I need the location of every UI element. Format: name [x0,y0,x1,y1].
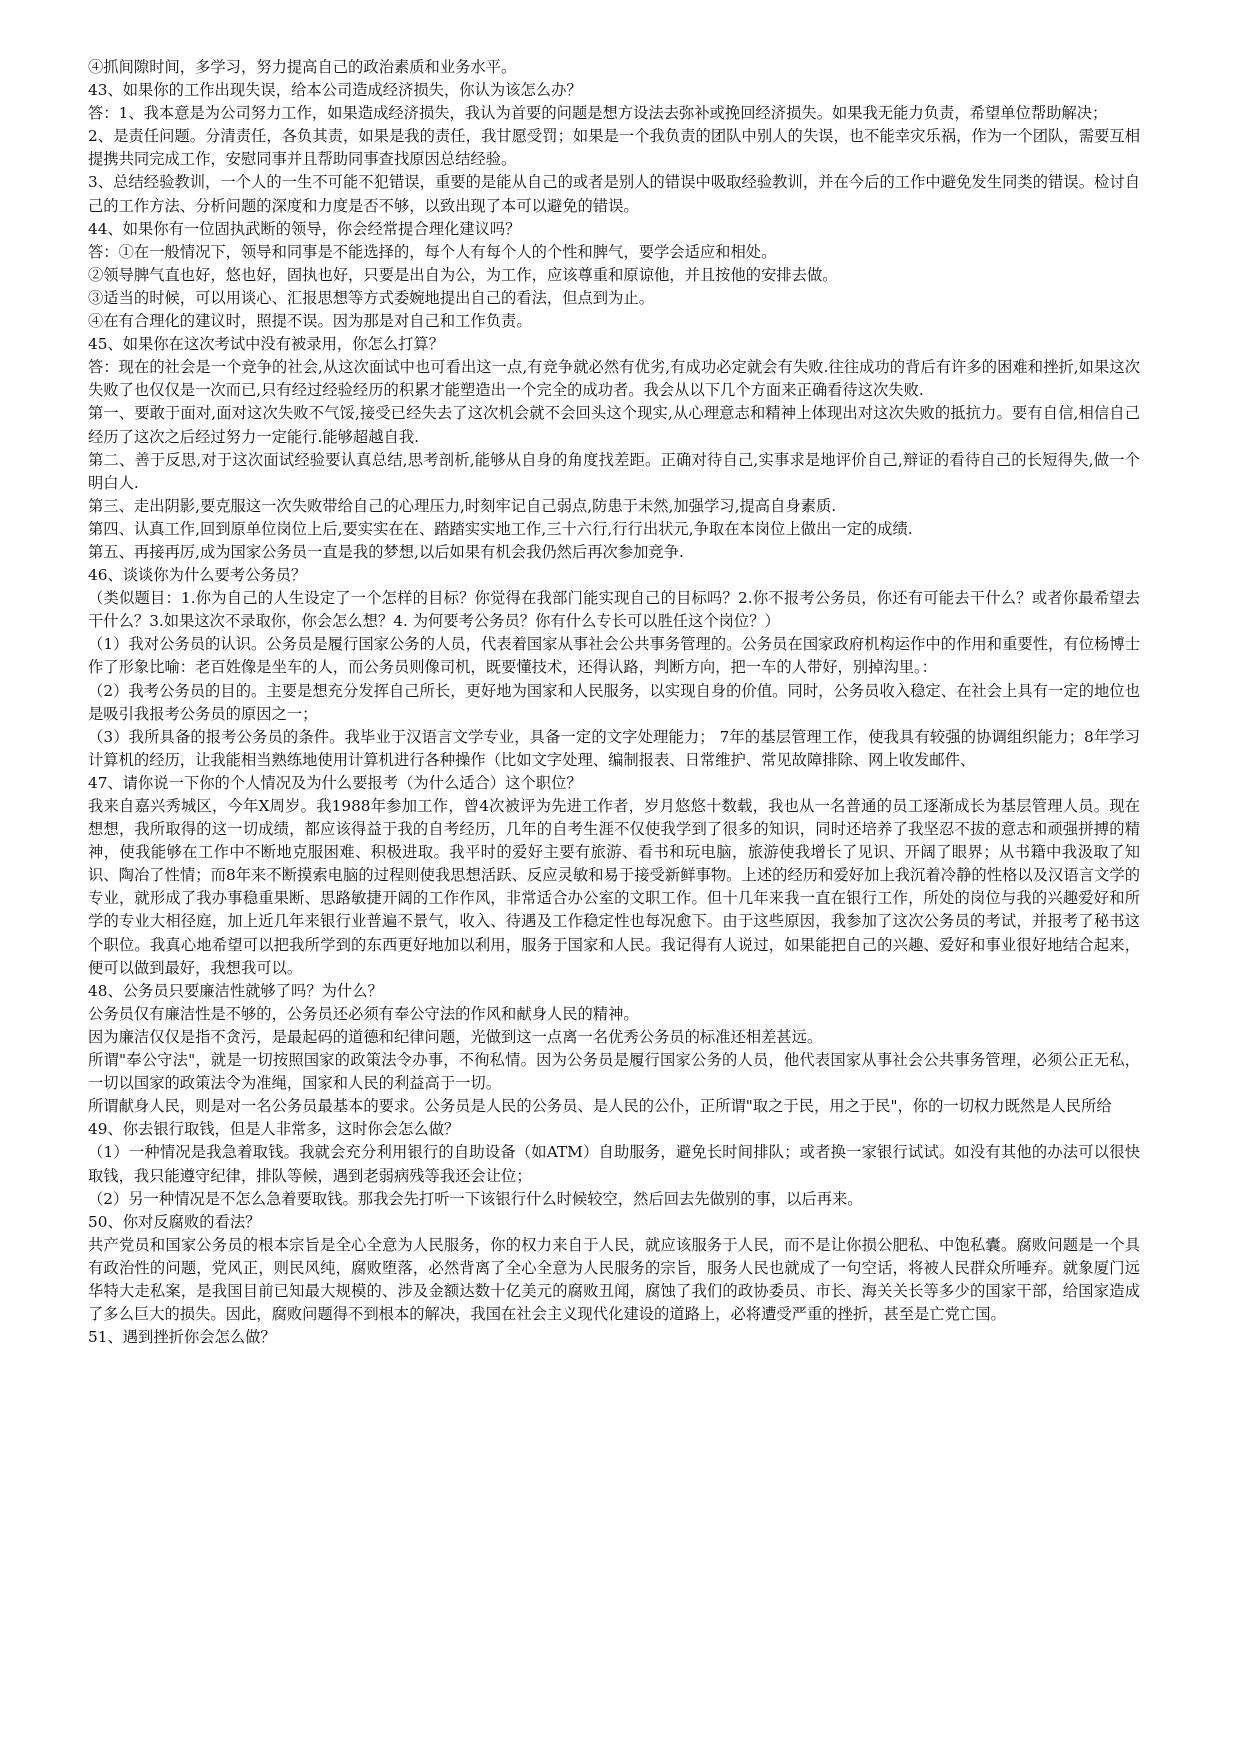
question-heading: 43、如果你的工作出现失误，给本公司造成经济损失，你认为该怎么办？ [88,81,582,100]
paragraph: 共产党员和国家公务员的根本宗旨是全心全意为人民服务，你的权力来自于人民，就应该服务于人民，而不是让你损公肥私、中饱私囊。腐败问题是一个具有政治性的问题，党风正，则民风纯，腐败堕落，必然背离了全心全意为人民服务的宗旨，服务人民也就成了一句空话，将被人民群众所唾弃。就象厦门远华特大走私案，是我国目前已知最大规模的、涉及金额达数十亿美元的腐败丑闻，腐蚀了我们的政协委员、市长、海关关长等多少的国家干部，给国家造成了多么巨大的损失。因此，腐败问题得不到根本的解决，我国在社会主义现代化建设的道路上，必将遭受严重的挫折，甚至是亡党亡国。 [88,1235,1140,1324]
question-heading: 48、公务员只要廉洁性就够了吗？为什么？ [88,981,383,1000]
paragraph: （2）我考公务员的目的。主要是想充分发挥自己所长，更好地为国家和人民服务，以实现自身的价值。同时，公务员收入稳定、在社会上具有一定的地位也是吸引我报考公务员的原因之一； [88,681,1140,723]
paragraph: （类似题目：1.你为自己的人生设定了一个怎样的目标？你觉得在我部门能实现自己的目标吗？2.你不报考公务员，你还有可能去干什么？或者你最希望去干什么？3.如果这次不录取你，你会怎么想？4. 为何要考公务员？你有什么专长可以胜任这个岗位？） [88,589,1140,631]
paragraph: ④在有合理化的建议时，照提不误。因为那是对自己和工作负责。 [88,312,532,331]
question-heading: 45、如果你在这次考试中没有被录用，你怎么打算？ [88,335,444,354]
paragraph: 第四、认真工作,回到原单位岗位上后,要实实在在、踏踏实实地工作,三十六行,行行出状元,争取在本岗位上做出一定的成绩. [88,519,913,538]
paragraph: 因为廉洁仅仅是指不贪污，是最起码的道德和纪律问题，光做到这一点离一名优秀公务员的标准还相差甚远。 [88,1027,823,1046]
paragraph: 2、是责任问题。分清责任，各负其责，如果是我的责任，我甘愿受罚；如果是一个我负责的团队中别人的失误，也不能幸灾乐祸，作为一个团队，需要互相提携共同完成工作，安慰同事并且帮助同事查找原因总结经验。 [88,127,1140,169]
paragraph: （1）一种情况是我急着取钱。我就会充分利用银行的自助设备（如ATM）自助服务，避免长时间排队；或者换一家银行试试。如没有其他的办法可以很快取钱，我只能遵守纪律，排队等候，遇到老弱病残等我还会让位； [88,1143,1140,1185]
paragraph: 答：①在一般情况下，领导和同事是不能选择的，每个人有每个人的个性和脾气，要学会适应和相处。 [88,242,777,261]
paragraph: ②领导脾气直也好，悠也好，固执也好，只要是出自为公，为工作，应该尊重和原谅他，并且按他的安排去做。 [88,265,838,284]
question-heading: 47、请你说一下你的个人情况及为什么要报考（为什么适合）这个职位？ [88,773,582,792]
paragraph: ③适当的时候，可以用谈心、汇报思想等方式委婉地提出自己的看法，但点到为止。 [88,288,654,307]
document-body [88,56,1140,1349]
question-heading: 50、你对反腐败的看法？ [88,1212,261,1231]
paragraph: 第一、要敢于面对,面对这次失败不气馁,接受已经失去了这次机会就不会回头这个现实,从心理意志和精神上体现出对这次失败的抵抗力。要有自信,相信自己经历了这次之后经过努力一定能行.能够超越自我. [88,404,1140,446]
paragraph: 第二、善于反思,对于这次面试经验要认真总结,思考剖析,能够从自身的角度找差距。正确对待自己,实事求是地评价自己,辩证的看待自己的长短得失,做一个明白人. [88,450,1140,492]
paragraph: 所谓献身人民，则是对一名公务员最基本的要求。公务员是人民的公务员、是人民的公仆，正所谓"取之于民，用之于民"，你的一切权力既然是人民所给 [88,1097,1112,1116]
question-heading: 44、如果你有一位固执武断的领导，你会经常提合理化建议吗？ [88,219,521,238]
paragraph: （1）我对公务员的认识。公务员是履行国家公务的人员，代表着国家从事社会公共事务管理的。公务员在国家政府机构运作中的作用和重要性，有位杨博士作了形象比喻：老百姓像是坐车的人，而公务员则像司机，既要懂技术，还得认路，判断方向，把一车的人带好，别掉沟里。： [88,635,1140,677]
paragraph: ④抓间隙时间，多学习，努力提高自己的政治素质和业务水平。 [88,58,517,76]
paragraph: 3、总结经验教训，一个人的一生不可能不犯错误，重要的是能从自己的或者是别人的错误中吸取经验教训，并在今后的工作中避免发生同类的错误。检讨自己的工作方法、分析问题的深度和力度是否不够，以致出现了本可以避免的错误。 [88,173,1140,215]
question-heading: 49、你去银行取钱，但是人非常多，这时你会怎么做？ [88,1120,460,1139]
paragraph: （3）我所具备的报考公务员的条件。我毕业于汉语言文学专业，具备一定的文字处理能力； 7年的基层管理工作，使我具有较强的协调组织能力；8年学习计算机的经历，让我能相当熟练地使用计算机进行各种操作（比如文字处理、编制报表、日常维护、常见故障排除、网上收发邮件、 [88,727,1140,769]
question-heading: 51、遇到挫折你会怎么做？ [88,1328,276,1347]
paragraph: 公务员仅有廉洁性是不够的，公务员还必须有奉公守法的作风和献身人民的精神。 [88,1004,639,1023]
paragraph: 我来自嘉兴秀城区，今年X周岁。我1988年参加工作，曾4次被评为先进工作者，岁月悠悠十数载，我也从一名普通的员工逐渐成长为基层管理人员。现在想想，我所取得的这一切成绩，都应该得益于我的自考经历，几年的自考生涯不仅使我学到了很多的知识，同时还培养了我坚忍不拔的意志和顽强拼搏的精神，使我能够在工作中不断地克服困难、积极进取。我平时的爱好主要有旅游、看书和玩电脑，旅游使我增长了见识、开阔了眼界；从书籍中我汲取了知识、陶冶了性情；而8年来不断摸索电脑的过程则使我思想活跃、反应灵敏和易于接受新鲜事物。上述的经历和爱好加上我沉着冷静的性格以及汉语言文学的专业，就形成了我办事稳重果断、思路敏捷开阔的工作作风，非常适合办公室的文职工作。但十几年来我一直在银行工作，所处的岗位与我的兴趣爱好和所学的专业大相径庭，加上近几年来银行业普遍不景气，收入、待遇及工作稳定性也每况愈下。由于这些原因，我参加了这次公务员的考试，并报考了秘书这个职位。我真心地希望可以把我所学到的东西更好地加以利用，服务于国家和人民。我记得有人说过，如果能把自己的兴趣、爱好和事业很好地结合起来，便可以做到最好，我想我可以。 [88,797,1140,977]
paragraph: 第三、走出阴影,要克服这一次失败带给自己的心理压力,时刻牢记自己弱点,防患于未然,加强学习,提高自身素质. [88,496,837,515]
paragraph: （2）另一种情况是不怎么急着要取钱。那我会先打听一下该银行什么时候较空，然后回去先做别的事，以后再来。 [88,1189,863,1208]
paragraph: 答：1、我本意是为公司努力工作，如果造成经济损失，我认为首要的问题是想方设法去弥补或挽回经济损失。如果我无能力负责，希望单位帮助解决； [88,104,1108,123]
question-heading: 46、谈谈你为什么要考公务员？ [88,566,307,585]
paragraph: 第五、再接再厉,成为国家公务员一直是我的梦想,以后如果有机会我仍然后再次参加竞争. [88,542,684,561]
paragraph: 答：现在的社会是一个竞争的社会,从这次面试中也可看出这一点,有竞争就必然有优劣,有成功必定就会有失败.往往成功的背后有许多的困难和挫折,如果这次失败了也仅仅是一次而已,只有经过经验经历的积累才能塑造出一个完全的成功者。我会从以下几个方面来正确看待这次失败. [88,358,1140,400]
paragraph: 所谓"奉公守法"，就是一切按照国家的政策法令办事，不徇私情。因为公务员是履行国家公务的人员，他代表国家从事社会公共事务管理，必须公正无私，一切以国家的政策法令为准绳，国家和人民的利益高于一切。 [88,1051,1140,1093]
